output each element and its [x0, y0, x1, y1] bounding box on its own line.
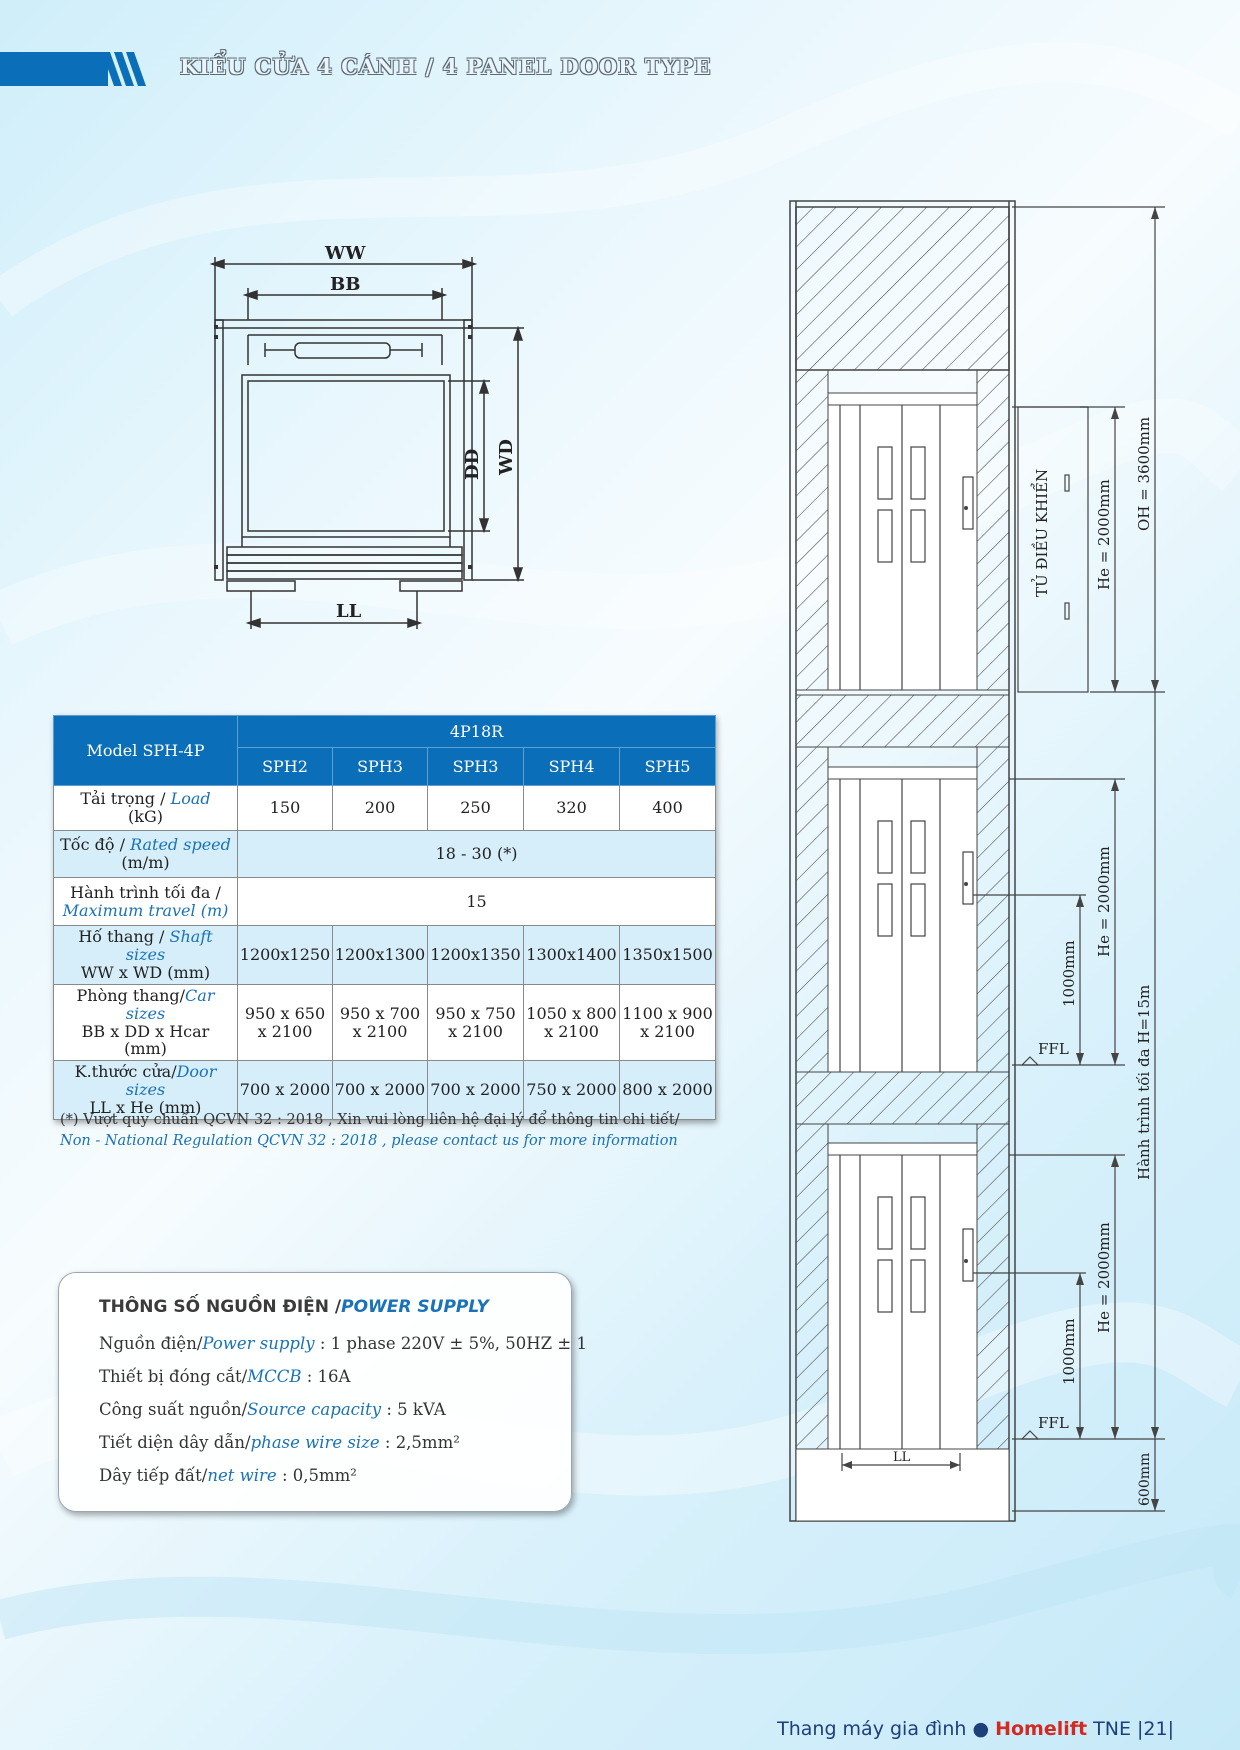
footer-text: Thang máy gia đình ●	[777, 1718, 990, 1740]
model-col: SPH4	[524, 748, 620, 786]
group-header: 4P18R	[238, 716, 716, 748]
label-max-travel: Hành trình tối đa H=15m	[1135, 984, 1153, 1180]
table-cell: 700 x 2000	[238, 1061, 333, 1120]
table-cell: 1200x1350	[428, 926, 524, 985]
label-wd: WD	[496, 439, 517, 475]
table-cell: 950 x 750 x 2100	[428, 984, 524, 1061]
label-he-mid: He = 2000mm	[1095, 846, 1113, 957]
footer-brand: Homelift	[995, 1718, 1088, 1740]
table-cell: 700 x 2000	[428, 1061, 524, 1120]
shaft-elevation-diagram	[780, 195, 1200, 1530]
table-cell: 950 x 650 x 2100	[238, 984, 333, 1061]
row-label-door: K.thước cửa/Door sizes LL x He (mm)	[54, 1061, 238, 1120]
table-cell: 950 x 700 x 2100	[333, 984, 428, 1061]
footnote	[60, 1110, 700, 1152]
table-cell: 18 - 30 (*)	[238, 831, 716, 878]
power-row: Dây tiếp đất/net wire : 0,5mm²	[99, 1466, 357, 1485]
power-supply-title: THÔNG SỐ NGUỒN ĐIỆN /POWER SUPPLY	[99, 1297, 489, 1317]
table-cell: 1300x1400	[524, 926, 620, 985]
table-cell: 1100 x 900 x 2100	[620, 984, 716, 1061]
table-cell: 800 x 2000	[620, 1061, 716, 1120]
label-he-top: He = 2000mm	[1095, 479, 1113, 590]
label-ffl-mid: FFL	[1038, 1040, 1069, 1058]
table-cell: 200	[333, 786, 428, 831]
power-row: Nguồn điện/Power supply : 1 phase 220V ± 5%, 50HZ ± 1	[99, 1334, 587, 1353]
table-cell: 750 x 2000	[524, 1061, 620, 1120]
table-row	[54, 926, 716, 985]
label-pit: 600mm	[1137, 1452, 1153, 1506]
power-row: Thiết bị đóng cắt/MCCB : 16A	[99, 1367, 351, 1386]
table-cell: 1050 x 800 x 2100	[524, 984, 620, 1061]
model-header: Model SPH-4P	[54, 716, 238, 786]
shaft-plan-diagram	[200, 235, 560, 635]
table-cell: 250	[428, 786, 524, 831]
table-cell: 15	[238, 878, 716, 926]
label-bb: BB	[330, 274, 361, 295]
header-stripes	[102, 52, 162, 86]
power-row: Công suất nguồn/Source capacity : 5 kVA	[99, 1400, 446, 1419]
table-cell: 1200x1300	[333, 926, 428, 985]
label-ww: WW	[325, 243, 366, 264]
row-label-shaft: Hố thang / Shaft sizes WW x WD (mm)	[54, 926, 238, 985]
model-col: SPH5	[620, 748, 716, 786]
power-row: Tiết diện dây dẫn/phase wire size : 2,5mm²	[99, 1433, 460, 1452]
model-col: SPH2	[238, 748, 333, 786]
label-dd: DD	[462, 448, 483, 480]
spec-table	[53, 715, 716, 1120]
page-title: KIỂU CỬA 4 CÁNH / 4 PANEL DOOR TYPE	[180, 54, 712, 79]
table-row	[54, 786, 716, 831]
power-supply-box	[58, 1272, 587, 1512]
table-cell: 320	[524, 786, 620, 831]
row-label-car: Phòng thang/Car sizes BB x DD x Hcar (mm)	[54, 984, 238, 1061]
table-cell: 150	[238, 786, 333, 831]
label-he-bot: He = 2000mm	[1095, 1222, 1113, 1333]
model-col: SPH3	[428, 748, 524, 786]
row-label-speed: Tốc độ / Rated speed (m/m)	[54, 831, 238, 878]
row-label-travel: Hành trình tối đa / Maximum travel (m)	[54, 878, 238, 926]
model-col: SPH3	[333, 748, 428, 786]
footnote-vi: (*) Vượt quy chuẩn QCVN 32 : 2018 , Xin vui lòng liên hệ đại lý để thông tin chi tiết/	[60, 1112, 680, 1128]
table-cell: 1200x1250	[238, 926, 333, 985]
table-row	[54, 878, 716, 926]
row-label-load: Tải trọng / Load (kG)	[54, 786, 238, 831]
label-ll-bottom: LL	[893, 1450, 911, 1465]
table-row	[54, 984, 716, 1061]
label-ll: LL	[336, 601, 362, 622]
label-oh: OH = 3600mm	[1135, 416, 1153, 531]
footnote-en: Non - National Regulation QCVN 32 : 2018 , please contact us for more information	[60, 1133, 678, 1149]
label-1000-mid: 1000mm	[1060, 940, 1078, 1007]
page-footer	[777, 1718, 1174, 1740]
spec-table-wrapper	[53, 715, 715, 1120]
label-control-cabinet: TỦ ĐIỀU KHIỂN	[1033, 468, 1051, 597]
table-row	[54, 831, 716, 878]
label-1000-bot: 1000mm	[1060, 1318, 1078, 1385]
table-cell: 1350x1500	[620, 926, 716, 985]
table-cell: 400	[620, 786, 716, 831]
label-ffl-bot: FFL	[1038, 1414, 1069, 1432]
footer-page-number: TNE |21|	[1093, 1718, 1174, 1740]
header-bar	[0, 52, 108, 86]
table-cell: 700 x 2000	[333, 1061, 428, 1120]
